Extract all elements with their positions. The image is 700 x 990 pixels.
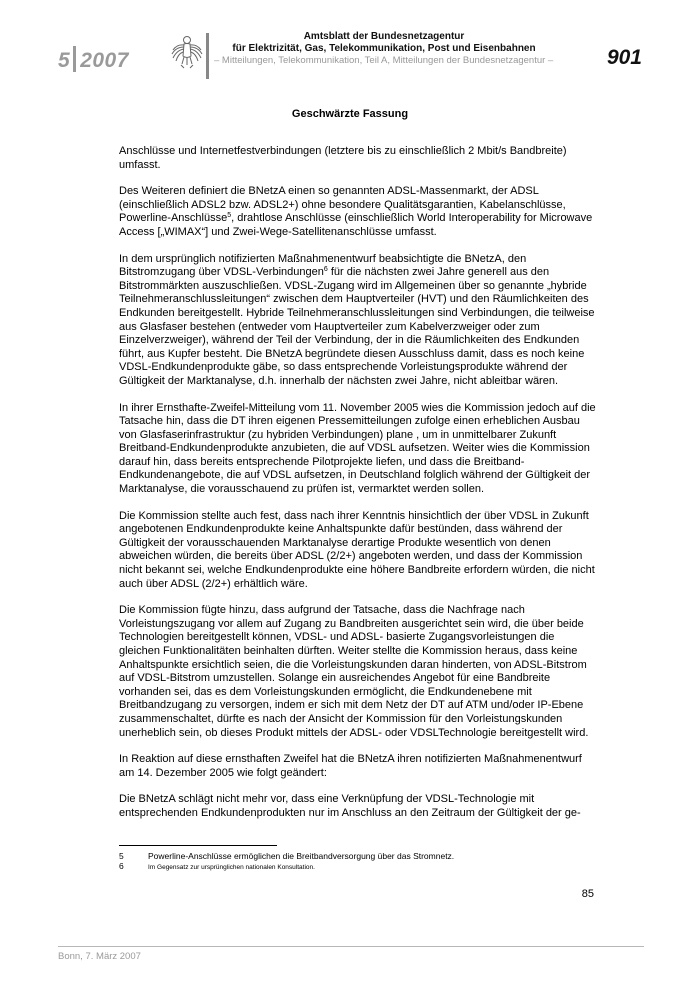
paragraph: Die Kommission fügte hinzu, dass aufgrund der Tatsache, dass die Nachfrage nach Vorleistungszugang vor allem auf Zugang zu Bandbreiten ausgerichtet sein wird, die über beide Technologien bereitgestellt können, VDSL- und ADSL- basierte Zugangsvorleistungen die gleichen Funktionalitäten beinhalten dürften. Weiter stellte die Kommission heraus, dass keine Anhaltspunkte ersichtlich seien, die die Vorleistungskunden daran hinderten, von ADSL-Bitstrom auf VDSL-Bitstrom umzustellen. Solange ein ausreichendes Angebot für eine Bandbreite vorhanden sei, das es dem Vorleistungskunden ermöglicht, die Endkundenebene mit Breitbandzugang zu versorgen, indem er sich mit dem Netz der DT auf ATM und/oder IP-Ebene zusammenschaltet, dürfte es nach der Ansicht der Kommission für den Vorleistungskunden unerheblich sein, ob dieses Produkt mittels der ADSL- oder VDSLTechnologie bereitgestellt wird.	[119, 604, 589, 739]
paragraph: In Reaktion auf diese ernsthaften Zweifel hat die BNetzA ihren notifizierten Maßnahmenentwurf am 14. Dezember 2005 wie folgt geändert:	[119, 753, 582, 779]
footer-date: Bonn, 7. März 2007	[58, 951, 141, 962]
paragraph	[119, 185, 598, 239]
footer-rule	[58, 946, 644, 947]
footnote-number: 5	[119, 851, 124, 861]
paragraph: Die BNetzA schlägt nicht mehr vor, dass eine Verknüpfung der VDSL-Technologie mit entsprechenden Endkundenprodukten nur im Anschluss an den Zeitraum der Gültigkeit der ge-	[119, 793, 581, 819]
header-divider	[206, 33, 209, 79]
paragraph: In ihrer Ernsthafte-Zweifel-Mitteilung vom 11. November 2005 wies die Kommission jedoch auf die Tatsache hin, dass die DT ihren eigenen Pressemitteilungen zufolge einen erheblichen Ausbau von Glasfaserinfrastruktur (zu hybriden Verbindungen) plane , um in unmittelbarer Zukunft Breitband-Endkundenprodukte anzubieten, die auf VDSL aufsetzen. Weiter wies die Kommission darauf hin, dass bereits entsprechende Pilotprojekte liefen, und dass die Breitband-Endkundenangebote, die auf VDSL aufsetzen, in Deutschland folglich während der Gültigkeit der Marktanalyse, die vorausschauend zu prüfen ist, vermarktet werden sollen.	[119, 401, 596, 496]
paragraph-text: , drahtlose Anschlüsse (einschließlich World Interoperability for Microwave Access [„WIMAX“] und Zwei-Wege-Satellitenanschlüsse umfasst.	[119, 212, 593, 238]
paragraph: Die Kommission stellte auch fest, dass nach ihrer Kenntnis hinsichtlich der über VDSL in Zukunft angebotenen Endkundenprodukte keine Anhaltspunkte dafür bestünden, dass während der Gültigkeit der vorausschauenden Marktanalyse derartige Produkte wesentlich von denen abweichen würden, die bereits über ADSL (2/2+) angeboten werden, und dass der Kommission nicht bekannt sei, welche Endkundenprodukte eine höhere Bandbreite erfordern würden, die nicht auch über ADSL (2/2+) erhältlich wäre.	[119, 509, 595, 590]
paragraph-text: In dem ursprünglich notifizierten Maßnahmenentwurf beabsichtigte die BNetzA, den Bitstromzugang über VDSL-Verbindungen	[119, 252, 527, 279]
issue-number-value: 5	[58, 49, 71, 72]
issue-year: 2007	[80, 49, 129, 72]
publication-line-2: für Elektrizität, Gas, Telekommunikation, Post und Eisenbahnen	[232, 43, 536, 54]
document-title: Geschwärzte Fassung	[291, 108, 409, 120]
footnote-text: Powerline-Anschlüsse ermöglichen die Breitbandversorgung über das Stromnetz.	[148, 851, 455, 861]
footnote-text: Im Gegensatz zur ursprünglichen nationalen Konsultation.	[148, 864, 315, 871]
footnote-rule	[119, 845, 277, 846]
footnote-5	[119, 851, 454, 861]
page-number: 901	[606, 46, 642, 69]
publication-line-1: Amtsblatt der Bundesnetzagentur	[303, 31, 465, 42]
paragraph-text: Des Weiteren definiert die BNetzA einen so genannten ADSL-Massenmarkt, der ADSL (einschließlich ADSL2 bzw. ADSL2+) ohne besondere Qualitätsgarantien, Kabelanschlüsse, Powerline-Anschlüsse	[119, 185, 566, 225]
footnote-6	[119, 861, 315, 873]
document-page-number: 85	[581, 888, 594, 900]
issue-number	[58, 46, 129, 73]
publication-subtitle: – Mitteilungen, Telekommunikation, Teil A, Mitteilungen der Bundesnetzagentur –	[214, 55, 554, 66]
paragraph-text: für die nächsten zwei Jahre generell aus den Bitstrommärkten auszuschließen. VDSL-Zugang wird im Allgemeinen über so genannte „hybride Teilnehmeranschlussleitungen“ zwischen dem Hauptverteiler (HVT) und den Räumlichkeiten des Endkunden bereitgestellt. Hybride Teilnehmeranschlussleitungen sind Verbindungen, die teilweise aus Glasfaser bestehen (entweder vom Hauptverteiler zum Kabelverzweiger oder zum Einzelverzweiger), während der Teil der Verbindung, der in die Räumlichkeiten des Endkunden führt, aus Kupfer besteht. Die BNetzA begründete diesen Ausschluss damit, dass es noch keine VDSL-Endkundenprodukte gäbe, so dass entsprechende Vorleistungsprodukte während der Gültigkeit der Marktanalyse, d.h. innerhalb der nächsten zwei Jahre, nicht ableitbar wären.	[119, 266, 595, 387]
publication-title	[214, 31, 554, 55]
body-text	[119, 145, 598, 821]
footnote-number: 6	[119, 861, 124, 871]
footnote-ref-6[interactable]: 6	[323, 266, 328, 274]
federal-eagle-icon	[170, 32, 204, 72]
footnote-ref-5[interactable]: 5	[227, 212, 232, 220]
paragraph	[119, 253, 598, 389]
paragraph: Anschlüsse und Internetfestverbindungen (letztere bis zu einschließlich 2 Mbit/s Bandbreite) umfasst.	[119, 145, 567, 171]
issue-divider	[73, 46, 76, 72]
